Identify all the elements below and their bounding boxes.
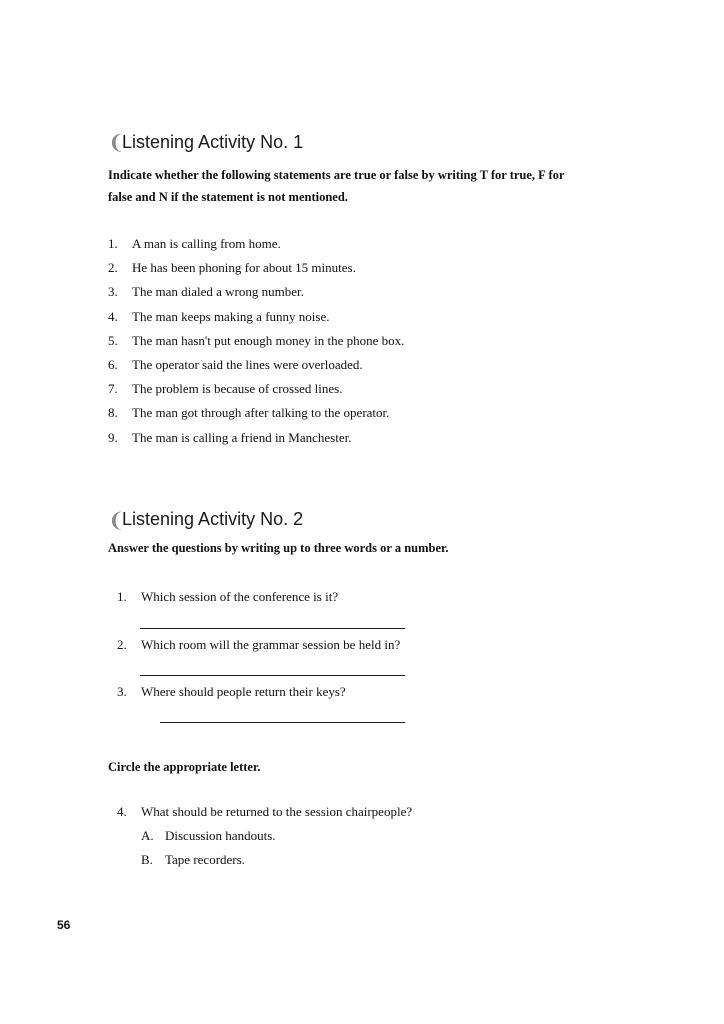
- statement-text: The man is calling a friend in Manchester.: [132, 429, 352, 445]
- activity2-instruction: Answer the questions by writing up to three words or a number.: [108, 541, 449, 555]
- statement-item: [108, 357, 363, 373]
- option-text: Discussion handouts.: [165, 828, 276, 843]
- question-4: [117, 804, 412, 820]
- statement-text: The operator said the lines were overloaded.: [132, 357, 363, 372]
- statement-item: [108, 284, 304, 300]
- question-1: [117, 589, 338, 605]
- statement-text: The man dialed a wrong number.: [132, 284, 304, 300]
- statement-item: [108, 333, 404, 349]
- question-text: What should be returned to the session chairpeople?: [141, 804, 413, 819]
- statement-text: The man got through after talking to the operator.: [132, 405, 390, 421]
- statement-text: He has been phoning for about 15 minutes.: [132, 260, 356, 276]
- statement-item: [108, 381, 342, 397]
- answer-line-2[interactable]: [140, 675, 405, 676]
- answer-line-3[interactable]: [160, 722, 405, 723]
- question-number: 3.: [117, 684, 127, 699]
- activity1-instruction-line2: false and N if the statement is not mentioned.: [108, 190, 348, 204]
- swirl-ornament-icon: ❨: [108, 130, 125, 154]
- statement-item: [108, 430, 351, 446]
- option-letter: A.: [141, 828, 154, 843]
- page-number: 56: [57, 918, 71, 932]
- option-letter: B.: [141, 852, 153, 867]
- question-number: 2.: [117, 637, 127, 652]
- question-number: 4.: [117, 804, 127, 819]
- statement-item: [108, 309, 329, 325]
- option-b[interactable]: [141, 852, 245, 868]
- swirl-ornament-icon: ❨: [108, 508, 125, 532]
- question-text: Which session of the conference is it?: [141, 589, 339, 604]
- statement-item: [108, 236, 281, 252]
- statement-number: 6.: [108, 357, 118, 372]
- statement-text: The problem is because of crossed lines.: [132, 381, 343, 397]
- statement-number: 1.: [108, 236, 118, 251]
- statement-number: 7.: [108, 381, 118, 397]
- statement-number: 3.: [108, 284, 118, 300]
- circle-instruction: Circle the appropriate letter.: [108, 760, 261, 774]
- statement-text: A man is calling from home.: [132, 236, 281, 251]
- activity1-instruction-line1: Indicate whether the following statements are true or false by writing T for true, F for: [108, 168, 565, 182]
- option-a[interactable]: [141, 828, 276, 844]
- question-text: Where should people return their keys?: [141, 684, 346, 699]
- question-number: 1.: [117, 589, 127, 604]
- statement-text: The man hasn't put enough money in the phone box.: [132, 332, 405, 348]
- statement-number: 5.: [108, 332, 118, 348]
- activity1-title: Listening Activity No. 1: [122, 132, 304, 152]
- answer-line-1[interactable]: [140, 628, 405, 629]
- option-text: Tape recorders.: [165, 852, 245, 867]
- question-text: Which room will the grammar session be held in?: [141, 637, 401, 652]
- statement-item: [108, 405, 389, 421]
- activity2-title: Listening Activity No. 2: [122, 509, 304, 529]
- statement-number: 4.: [108, 308, 118, 324]
- statement-number: 9.: [108, 429, 118, 445]
- statement-text: The man keeps making a funny noise.: [132, 308, 330, 324]
- statement-number: 2.: [108, 260, 118, 276]
- statement-item: [108, 260, 356, 276]
- question-2: [117, 637, 400, 653]
- question-3: [117, 684, 346, 700]
- statement-number: 8.: [108, 405, 118, 421]
